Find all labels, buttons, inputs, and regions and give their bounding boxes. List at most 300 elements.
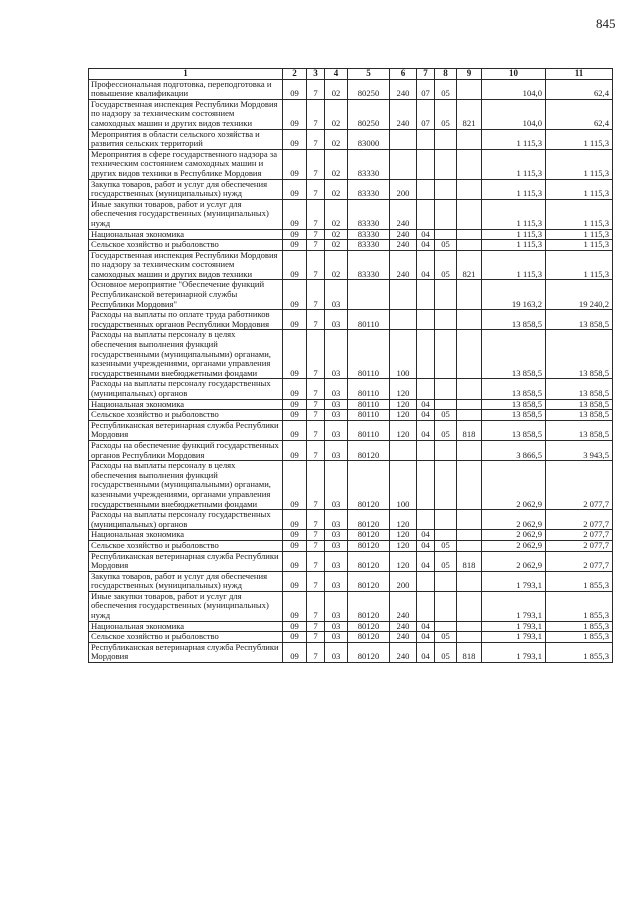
- code-cell: [457, 199, 482, 229]
- code-cell: 09: [283, 571, 307, 591]
- row-name-cell: Мероприятия в сфере государственного надзора за техническим состоянием самоходных машин и других видов техники в Республике Мордовия: [89, 149, 283, 179]
- row-name-cell: Национальная экономика: [89, 530, 283, 541]
- code-cell: 05: [435, 642, 457, 662]
- code-cell: 04: [417, 399, 435, 410]
- code-cell: 04: [417, 410, 435, 421]
- row-name-cell: Сельское хозяйство и рыболовство: [89, 632, 283, 643]
- table-row: [89, 571, 613, 591]
- code-cell: 240: [390, 79, 417, 99]
- column-header: 4: [325, 69, 348, 80]
- table-row: [89, 79, 613, 99]
- table-row: [89, 129, 613, 149]
- code-cell: 02: [325, 229, 348, 240]
- code-cell: 7: [307, 510, 325, 530]
- row-name-cell: Сельское хозяйство и рыболовство: [89, 240, 283, 251]
- code-cell: 7: [307, 420, 325, 440]
- column-header: 2: [283, 69, 307, 80]
- code-cell: 05: [435, 420, 457, 440]
- code-cell: 7: [307, 399, 325, 410]
- code-cell: 821: [457, 99, 482, 129]
- code-cell: [457, 129, 482, 149]
- code-cell: 09: [283, 199, 307, 229]
- amount-col10-cell: 104,0: [482, 99, 546, 129]
- code-cell: 83330: [348, 240, 390, 251]
- code-cell: 7: [307, 79, 325, 99]
- amount-col11-cell: 2 077,7: [546, 510, 613, 530]
- amount-col11-cell: 2 077,7: [546, 461, 613, 510]
- code-cell: 83330: [348, 229, 390, 240]
- amount-col10-cell: 1 115,3: [482, 229, 546, 240]
- amount-col11-cell: 1 855,3: [546, 571, 613, 591]
- code-cell: [417, 330, 435, 379]
- code-cell: [457, 510, 482, 530]
- code-cell: 09: [283, 310, 307, 330]
- table-row: [89, 591, 613, 621]
- amount-col10-cell: 1 793,1: [482, 642, 546, 662]
- table-row: [89, 399, 613, 410]
- code-cell: 100: [390, 461, 417, 510]
- code-cell: [390, 129, 417, 149]
- code-cell: 03: [325, 632, 348, 643]
- table-row: [89, 642, 613, 662]
- amount-col11-cell: 2 077,7: [546, 540, 613, 551]
- amount-col11-cell: 1 115,3: [546, 179, 613, 199]
- table-row: [89, 621, 613, 632]
- code-cell: 120: [390, 399, 417, 410]
- amount-col10-cell: 2 062,9: [482, 461, 546, 510]
- amount-col11-cell: 13 858,5: [546, 330, 613, 379]
- amount-col10-cell: 1 793,1: [482, 621, 546, 632]
- row-name-cell: Расходы на выплаты персоналу государственных (муниципальных) органов: [89, 510, 283, 530]
- amount-col11-cell: 13 858,5: [546, 420, 613, 440]
- code-cell: 83330: [348, 149, 390, 179]
- code-cell: 02: [325, 79, 348, 99]
- code-cell: 83330: [348, 199, 390, 229]
- code-cell: 80110: [348, 420, 390, 440]
- amount-col11-cell: 1 855,3: [546, 621, 613, 632]
- code-cell: 818: [457, 551, 482, 571]
- code-cell: 83330: [348, 250, 390, 280]
- code-cell: 7: [307, 461, 325, 510]
- code-cell: 05: [435, 551, 457, 571]
- code-cell: 02: [325, 99, 348, 129]
- code-cell: 240: [390, 240, 417, 251]
- code-cell: 7: [307, 250, 325, 280]
- amount-col10-cell: 2 062,9: [482, 510, 546, 530]
- code-cell: [435, 199, 457, 229]
- table-row: [89, 250, 613, 280]
- code-cell: [435, 310, 457, 330]
- code-cell: 120: [390, 551, 417, 571]
- code-cell: 03: [325, 310, 348, 330]
- amount-col10-cell: 2 062,9: [482, 540, 546, 551]
- code-cell: 02: [325, 199, 348, 229]
- code-cell: 09: [283, 440, 307, 460]
- code-cell: 120: [390, 420, 417, 440]
- code-cell: 7: [307, 240, 325, 251]
- code-cell: [457, 591, 482, 621]
- code-cell: 05: [435, 410, 457, 421]
- code-cell: 7: [307, 410, 325, 421]
- row-name-cell: Национальная экономика: [89, 399, 283, 410]
- code-cell: [435, 461, 457, 510]
- code-cell: [457, 240, 482, 251]
- code-cell: 07: [417, 99, 435, 129]
- table-row: [89, 510, 613, 530]
- code-cell: [435, 229, 457, 240]
- amount-col10-cell: 1 793,1: [482, 632, 546, 643]
- code-cell: 03: [325, 642, 348, 662]
- code-cell: 05: [435, 540, 457, 551]
- amount-col10-cell: 19 163,2: [482, 280, 546, 310]
- code-cell: 09: [283, 540, 307, 551]
- code-cell: 80120: [348, 510, 390, 530]
- amount-col10-cell: 2 062,9: [482, 530, 546, 541]
- code-cell: [457, 461, 482, 510]
- column-header: 7: [417, 69, 435, 80]
- code-cell: [417, 149, 435, 179]
- code-cell: 821: [457, 250, 482, 280]
- code-cell: 03: [325, 540, 348, 551]
- code-cell: 09: [283, 621, 307, 632]
- amount-col11-cell: 13 858,5: [546, 399, 613, 410]
- table-body: [89, 79, 613, 662]
- code-cell: 03: [325, 530, 348, 541]
- code-cell: 05: [435, 240, 457, 251]
- code-cell: 7: [307, 379, 325, 399]
- amount-col11-cell: 2 077,7: [546, 551, 613, 571]
- code-cell: 7: [307, 530, 325, 541]
- code-cell: 04: [417, 420, 435, 440]
- row-name-cell: Основное мероприятие "Обеспечение функций Республиканской ветеринарной службы Республики Мордовия": [89, 280, 283, 310]
- code-cell: 02: [325, 129, 348, 149]
- row-name-cell: Иные закупки товаров, работ и услуг для обеспечения государственных (муниципальных) нужд: [89, 591, 283, 621]
- code-cell: 09: [283, 420, 307, 440]
- code-cell: 09: [283, 399, 307, 410]
- code-cell: 03: [325, 399, 348, 410]
- code-cell: [417, 129, 435, 149]
- code-cell: 200: [390, 179, 417, 199]
- amount-col10-cell: 13 858,5: [482, 379, 546, 399]
- code-cell: 04: [417, 229, 435, 240]
- code-cell: [417, 510, 435, 530]
- row-name-cell: Сельское хозяйство и рыболовство: [89, 540, 283, 551]
- code-cell: 7: [307, 229, 325, 240]
- page-number: 845: [596, 16, 616, 31]
- code-cell: 04: [417, 250, 435, 280]
- code-cell: 80250: [348, 79, 390, 99]
- row-name-cell: Иные закупки товаров, работ и услуг для обеспечения государственных (муниципальных) нужд: [89, 199, 283, 229]
- code-cell: 07: [417, 79, 435, 99]
- amount-col10-cell: 1 115,3: [482, 199, 546, 229]
- code-cell: [457, 440, 482, 460]
- amount-col11-cell: 1 115,3: [546, 199, 613, 229]
- code-cell: 02: [325, 250, 348, 280]
- code-cell: 7: [307, 571, 325, 591]
- code-cell: [435, 129, 457, 149]
- amount-col11-cell: 1 115,3: [546, 240, 613, 251]
- code-cell: 80120: [348, 551, 390, 571]
- budget-table: [88, 68, 613, 663]
- code-cell: 09: [283, 461, 307, 510]
- row-name-cell: Республиканская ветеринарная служба Республики Мордовия: [89, 642, 283, 662]
- table-row: [89, 379, 613, 399]
- code-cell: 09: [283, 229, 307, 240]
- code-cell: [457, 632, 482, 643]
- row-name-cell: Расходы на выплаты персоналу в целях обеспечения выполнения функций государственными (муниципальными) органами, казенными учреждениями, органами управления государственными внебюджетными фондами: [89, 330, 283, 379]
- code-cell: 03: [325, 621, 348, 632]
- amount-col10-cell: 13 858,5: [482, 399, 546, 410]
- amount-col11-cell: 1 115,3: [546, 250, 613, 280]
- row-name-cell: Расходы на выплаты по оплате труда работников государственных органов Республики Мордовия: [89, 310, 283, 330]
- code-cell: 7: [307, 280, 325, 310]
- code-cell: 7: [307, 621, 325, 632]
- amount-col11-cell: 3 943,5: [546, 440, 613, 460]
- column-header: 5: [348, 69, 390, 80]
- code-cell: 120: [390, 410, 417, 421]
- table-row: [89, 149, 613, 179]
- code-cell: [435, 179, 457, 199]
- code-cell: 09: [283, 129, 307, 149]
- code-cell: 03: [325, 379, 348, 399]
- code-cell: [457, 229, 482, 240]
- code-cell: 240: [390, 99, 417, 129]
- amount-col10-cell: 2 062,9: [482, 551, 546, 571]
- code-cell: 09: [283, 149, 307, 179]
- table-row: [89, 632, 613, 643]
- code-cell: 04: [417, 632, 435, 643]
- code-cell: [417, 179, 435, 199]
- amount-col10-cell: 3 866,5: [482, 440, 546, 460]
- amount-col11-cell: 19 240,2: [546, 280, 613, 310]
- code-cell: 04: [417, 642, 435, 662]
- code-cell: 240: [390, 199, 417, 229]
- code-cell: 05: [435, 99, 457, 129]
- amount-col10-cell: 1 793,1: [482, 571, 546, 591]
- code-cell: [457, 571, 482, 591]
- code-cell: 03: [325, 330, 348, 379]
- amount-col10-cell: 1 115,3: [482, 149, 546, 179]
- code-cell: 7: [307, 330, 325, 379]
- code-cell: 240: [390, 229, 417, 240]
- code-cell: 7: [307, 440, 325, 460]
- amount-col11-cell: 62,4: [546, 79, 613, 99]
- code-cell: 02: [325, 149, 348, 179]
- code-cell: 09: [283, 551, 307, 571]
- row-name-cell: Республиканская ветеринарная служба Республики Мордовия: [89, 420, 283, 440]
- code-cell: [417, 571, 435, 591]
- code-cell: [435, 621, 457, 632]
- code-cell: [457, 621, 482, 632]
- table-row: [89, 440, 613, 460]
- code-cell: 7: [307, 149, 325, 179]
- code-cell: 03: [325, 461, 348, 510]
- code-cell: [457, 310, 482, 330]
- table-row: [89, 229, 613, 240]
- code-cell: 80120: [348, 440, 390, 460]
- code-cell: [417, 310, 435, 330]
- code-cell: 240: [390, 642, 417, 662]
- code-cell: [457, 540, 482, 551]
- code-cell: [457, 399, 482, 410]
- amount-col11-cell: 1 115,3: [546, 229, 613, 240]
- code-cell: 7: [307, 199, 325, 229]
- code-cell: [435, 510, 457, 530]
- code-cell: 04: [417, 621, 435, 632]
- code-cell: 80120: [348, 591, 390, 621]
- amount-col11-cell: 13 858,5: [546, 310, 613, 330]
- code-cell: 83000: [348, 129, 390, 149]
- code-cell: 80120: [348, 621, 390, 632]
- code-cell: [457, 280, 482, 310]
- code-cell: 80250: [348, 99, 390, 129]
- code-cell: 240: [390, 632, 417, 643]
- code-cell: 03: [325, 410, 348, 421]
- column-header: 3: [307, 69, 325, 80]
- column-header: 10: [482, 69, 546, 80]
- code-cell: 80120: [348, 461, 390, 510]
- code-cell: [417, 379, 435, 399]
- row-name-cell: Закупка товаров, работ и услуг для обеспечения государственных (муниципальных) нужд: [89, 571, 283, 591]
- table-row: [89, 461, 613, 510]
- code-cell: [390, 149, 417, 179]
- code-cell: 02: [325, 240, 348, 251]
- amount-col11-cell: 1 855,3: [546, 642, 613, 662]
- table-row: [89, 540, 613, 551]
- column-header: 9: [457, 69, 482, 80]
- code-cell: 03: [325, 591, 348, 621]
- table-row: [89, 240, 613, 251]
- code-cell: [435, 440, 457, 460]
- code-cell: 03: [325, 440, 348, 460]
- code-cell: 80120: [348, 632, 390, 643]
- table-row: [89, 99, 613, 129]
- code-cell: [390, 310, 417, 330]
- code-cell: 83330: [348, 179, 390, 199]
- code-cell: 03: [325, 551, 348, 571]
- amount-col11-cell: 13 858,5: [546, 410, 613, 421]
- amount-col10-cell: 13 858,5: [482, 310, 546, 330]
- amount-col10-cell: 1 115,3: [482, 250, 546, 280]
- amount-col10-cell: 13 858,5: [482, 330, 546, 379]
- table-row: [89, 310, 613, 330]
- code-cell: 09: [283, 632, 307, 643]
- row-name-cell: Расходы на обеспечение функций государственных органов Республики Мордовия: [89, 440, 283, 460]
- code-cell: 80120: [348, 642, 390, 662]
- code-cell: [457, 410, 482, 421]
- code-cell: 7: [307, 540, 325, 551]
- code-cell: 09: [283, 240, 307, 251]
- code-cell: 80110: [348, 310, 390, 330]
- code-cell: [435, 571, 457, 591]
- code-cell: 80110: [348, 379, 390, 399]
- row-name-cell: Расходы на выплаты персоналу государственных (муниципальных) органов: [89, 379, 283, 399]
- code-cell: 09: [283, 179, 307, 199]
- amount-col10-cell: 1 793,1: [482, 591, 546, 621]
- code-cell: [457, 179, 482, 199]
- code-cell: 04: [417, 240, 435, 251]
- row-name-cell: Государственная инспекция Республики Мордовия по надзору за техническим состоянием самоходных машин и других видов техники: [89, 250, 283, 280]
- code-cell: [435, 530, 457, 541]
- code-cell: 7: [307, 642, 325, 662]
- code-cell: [435, 330, 457, 379]
- code-cell: 80120: [348, 530, 390, 541]
- amount-col11-cell: 1 855,3: [546, 591, 613, 621]
- code-cell: 09: [283, 330, 307, 379]
- code-cell: 09: [283, 99, 307, 129]
- table-row: [89, 179, 613, 199]
- column-header: 11: [546, 69, 613, 80]
- code-cell: 09: [283, 642, 307, 662]
- row-name-cell: Мероприятия в области сельского хозяйства и развития сельских территорий: [89, 129, 283, 149]
- code-cell: [435, 379, 457, 399]
- code-cell: 05: [435, 632, 457, 643]
- code-cell: 09: [283, 250, 307, 280]
- amount-col10-cell: 1 115,3: [482, 179, 546, 199]
- code-cell: [417, 591, 435, 621]
- code-cell: [390, 440, 417, 460]
- code-cell: [435, 399, 457, 410]
- code-cell: 04: [417, 530, 435, 541]
- code-cell: 09: [283, 530, 307, 541]
- header-row: [89, 69, 613, 80]
- amount-col10-cell: 104,0: [482, 79, 546, 99]
- amount-col11-cell: 13 858,5: [546, 379, 613, 399]
- amount-col11-cell: 2 077,7: [546, 530, 613, 541]
- code-cell: 240: [390, 621, 417, 632]
- code-cell: [348, 280, 390, 310]
- code-cell: 03: [325, 510, 348, 530]
- code-cell: 7: [307, 99, 325, 129]
- code-cell: 09: [283, 280, 307, 310]
- code-cell: 7: [307, 551, 325, 571]
- table-row: [89, 420, 613, 440]
- code-cell: [457, 330, 482, 379]
- code-cell: 240: [390, 591, 417, 621]
- code-cell: 09: [283, 79, 307, 99]
- row-name-cell: Профессиональная подготовка, переподготовка и повышение квалификации: [89, 79, 283, 99]
- code-cell: 03: [325, 280, 348, 310]
- code-cell: 80110: [348, 399, 390, 410]
- code-cell: 120: [390, 540, 417, 551]
- column-header: 8: [435, 69, 457, 80]
- code-cell: 120: [390, 379, 417, 399]
- amount-col10-cell: 1 115,3: [482, 240, 546, 251]
- code-cell: 05: [435, 250, 457, 280]
- code-cell: 818: [457, 420, 482, 440]
- code-cell: [457, 530, 482, 541]
- row-name-cell: Сельское хозяйство и рыболовство: [89, 410, 283, 421]
- table-row: [89, 330, 613, 379]
- amount-col11-cell: 1 115,3: [546, 129, 613, 149]
- code-cell: [435, 591, 457, 621]
- amount-col10-cell: 13 858,5: [482, 410, 546, 421]
- code-cell: 7: [307, 632, 325, 643]
- code-cell: [417, 440, 435, 460]
- code-cell: 09: [283, 510, 307, 530]
- code-cell: 818: [457, 642, 482, 662]
- table-row: [89, 551, 613, 571]
- code-cell: 80120: [348, 540, 390, 551]
- code-cell: 7: [307, 179, 325, 199]
- code-cell: [390, 280, 417, 310]
- code-cell: 120: [390, 530, 417, 541]
- code-cell: [417, 199, 435, 229]
- code-cell: [457, 79, 482, 99]
- code-cell: 04: [417, 551, 435, 571]
- code-cell: 05: [435, 79, 457, 99]
- row-name-cell: Государственная инспекция Республики Мордовия по надзору за техническим состоянием самоходных машин и других видов техники: [89, 99, 283, 129]
